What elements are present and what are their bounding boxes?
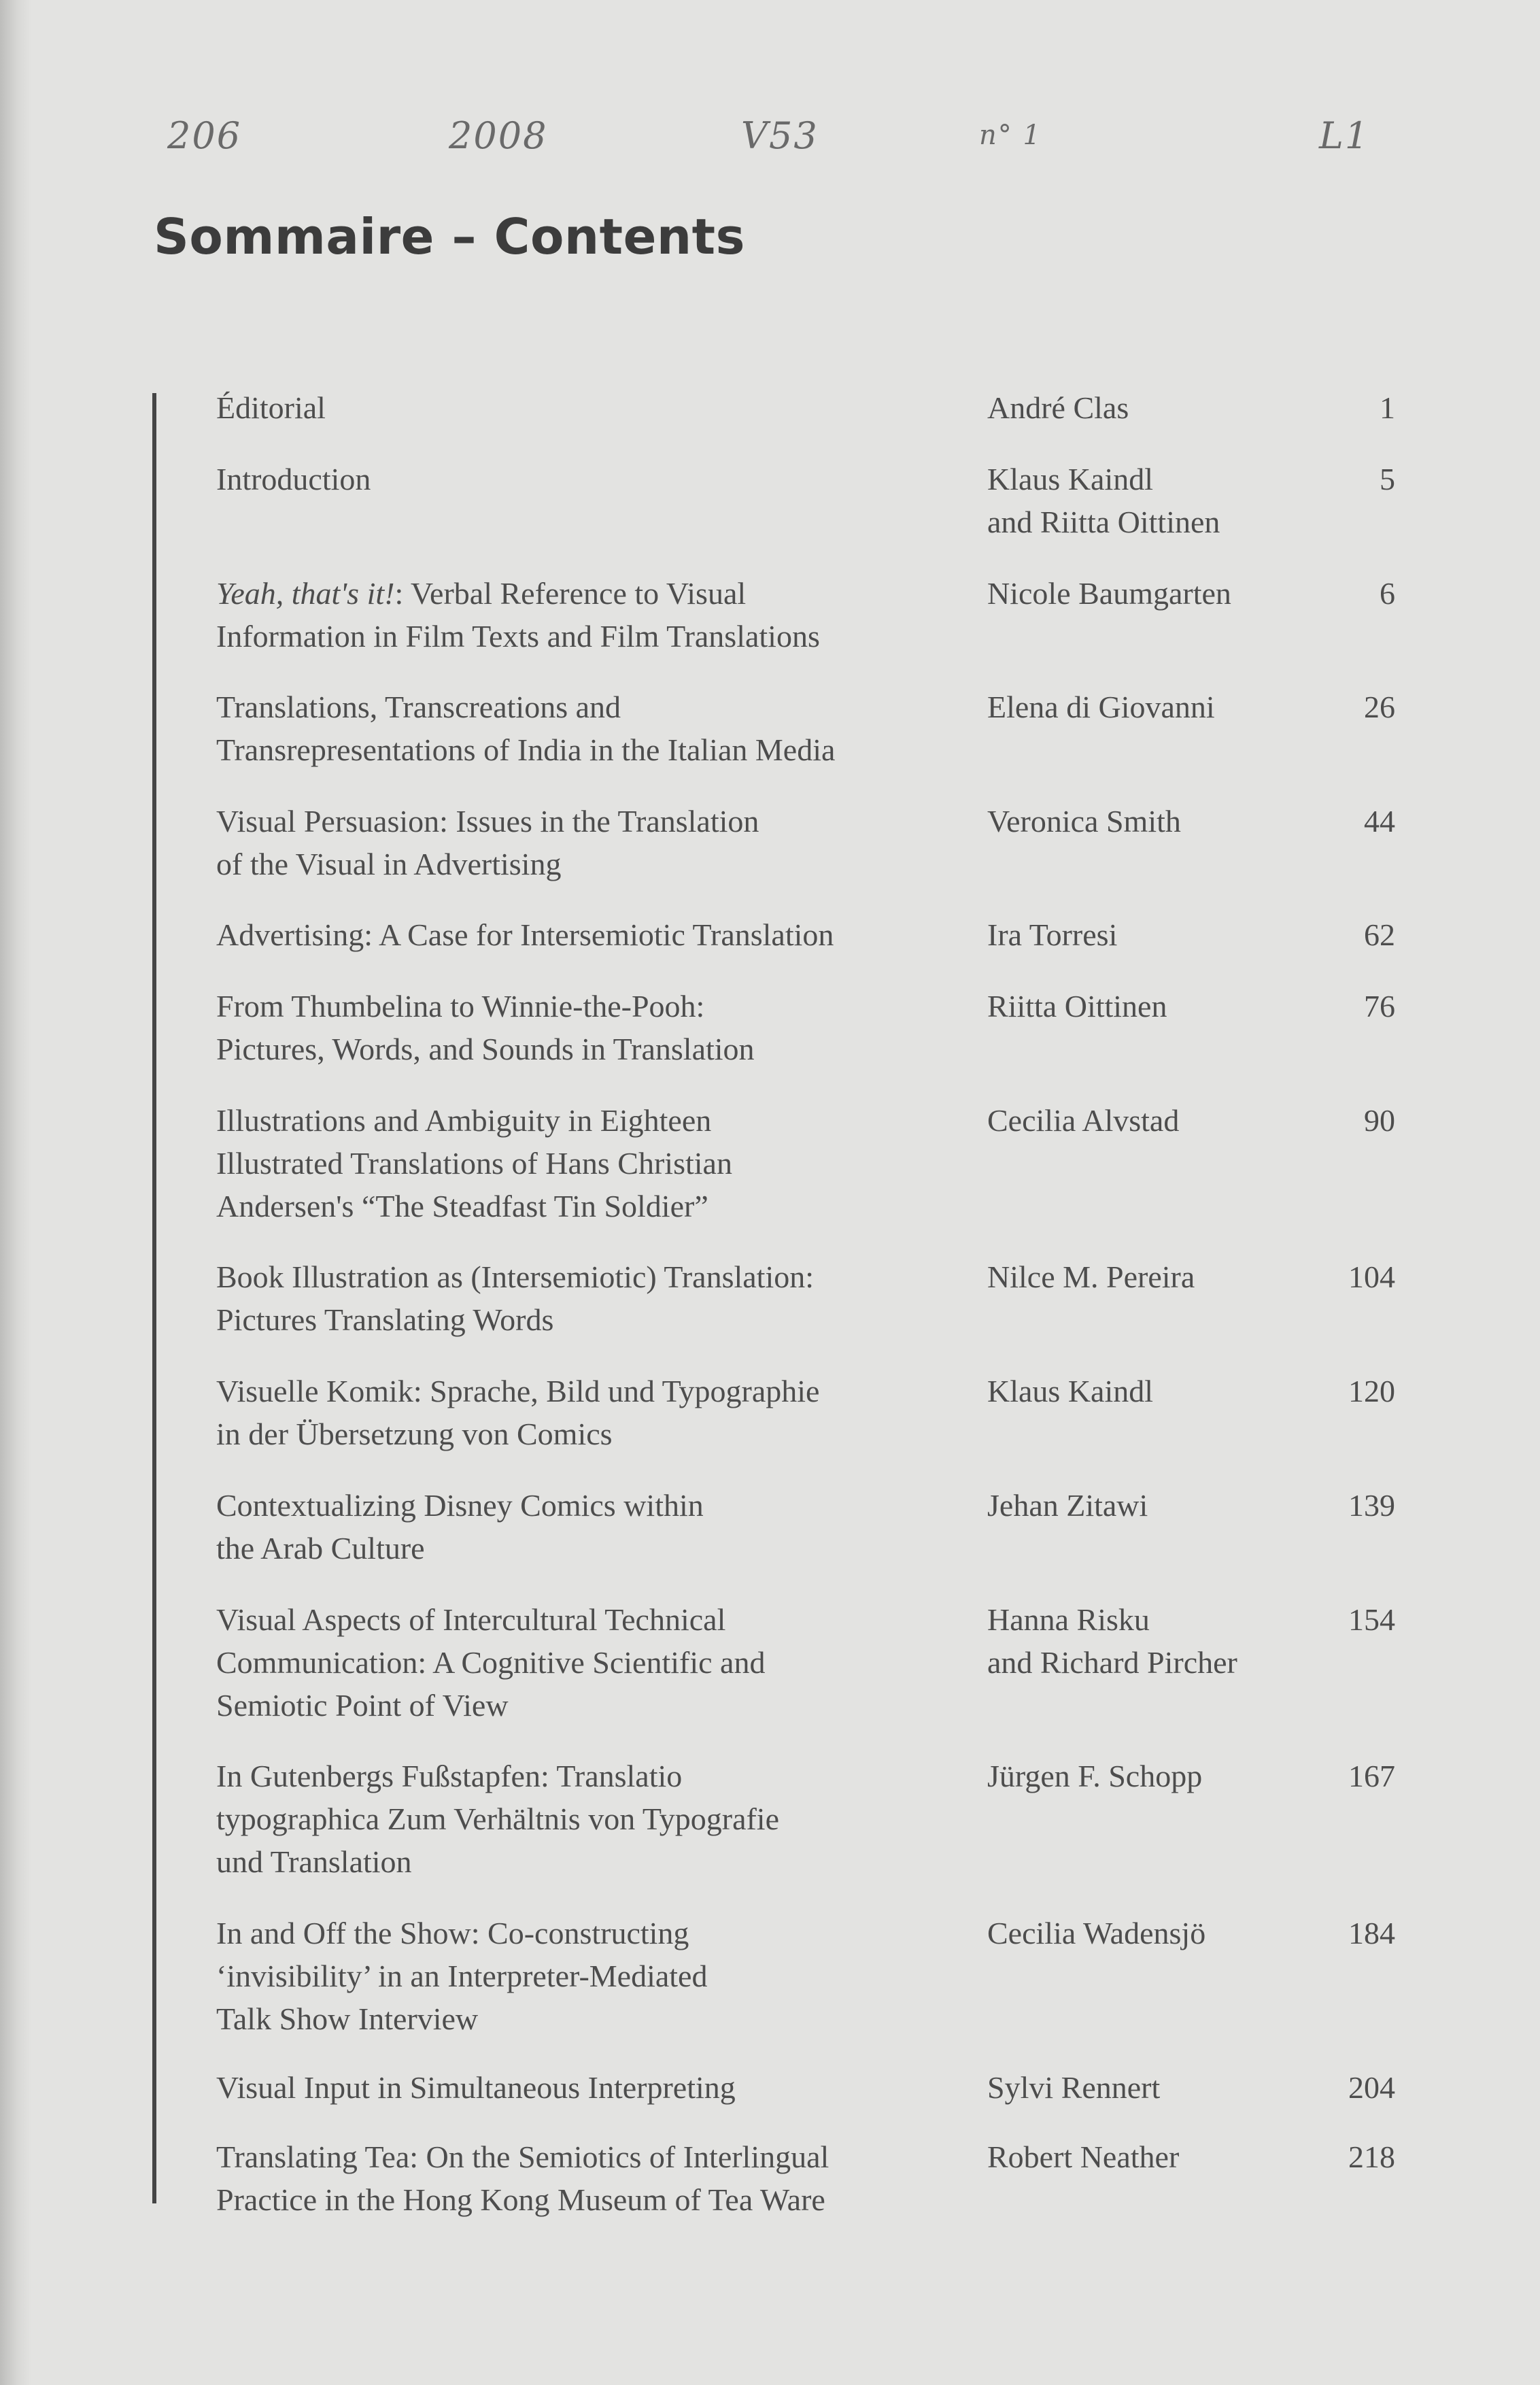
toc-entry-page: 6 [1380,576,1395,611]
toc-entry-author: Cecilia Alvstad [987,1103,1180,1138]
toc-entry-author: Robert Neather [987,2139,1180,2174]
toc-entry-page: 76 [1364,989,1395,1024]
toc-entry-page: 204 [1348,2070,1395,2105]
handwritten-mark: 2008 [449,114,548,157]
toc-entry-author: Elena di Giovanni [987,690,1215,724]
toc-entry-title: In and Off the Show: Co-constructing ‘invisibility’ in an Interpreter-Mediated Talk Show Interview [216,1916,708,2036]
toc-entry-title: Translating Tea: On the Semiotics of Interlingual Practice in the Hong Kong Museum of Tea Ware [216,2139,829,2217]
handwritten-annotations [0,114,1540,175]
toc-vertical-rule [152,393,156,2203]
toc-entry-page: 139 [1348,1488,1395,1523]
toc-entry-page: 104 [1348,1259,1395,1294]
toc-entry-author: Hanna Risku and Richard Pircher [987,1602,1237,1680]
toc-entry-author: Nicole Baumgarten [987,576,1231,611]
page-binding-edge [0,0,31,2385]
toc-entry-page: 62 [1364,917,1395,952]
page-title: Sommaire – Contents [154,208,745,265]
toc-entry-title: Visual Aspects of Intercultural Technical Communication: A Cognitive Scientific and Semiotic Point of View [216,1602,766,1723]
toc-entry-title-rest: : Verbal Reference to Visual Information in Film Texts and Film Translations [216,576,820,654]
toc-entry-title: Visuelle Komik: Sprache, Bild und Typographie in der Übersetzung von Comics [216,1374,820,1451]
toc-entry-page: 120 [1348,1374,1395,1408]
toc-entry-page: 167 [1348,1759,1395,1793]
toc-entry-author: Ira Torresi [987,917,1118,952]
toc-entry-author: Sylvi Rennert [987,2070,1161,2105]
toc-entry-author: Klaus Kaindl and Riitta Oittinen [987,462,1220,539]
toc-entry-author: Nilce M. Pereira [987,1259,1195,1294]
toc-entry-title: Éditorial [216,390,326,425]
toc-entry-page: 218 [1348,2139,1395,2174]
toc-entry-title [216,572,957,658]
toc-entry-page: 154 [1348,1602,1395,1637]
toc-entry-page: 44 [1364,804,1395,839]
toc-entry-title: From Thumbelina to Winnie-the-Pooh: Pictures, Words, and Sounds in Translation [216,989,755,1066]
toc-entry-title: Advertising: A Case for Intersemiotic Translation [216,917,834,952]
toc-entry-title: In Gutenbergs Fußstapfen: Translatio typographica Zum Verhältnis von Typografie und Translation [216,1759,779,1879]
handwritten-mark: n° 1 [979,120,1042,151]
toc-entry-title: Contextualizing Disney Comics within the Arab Culture [216,1488,704,1566]
toc-entry-author: André Clas [987,390,1129,425]
toc-entry-page: 26 [1364,690,1395,724]
toc-entry-author: Cecilia Wadensjö [987,1916,1206,1950]
toc-entry-author: Jehan Zitawi [987,1488,1148,1523]
toc-entry-author: Klaus Kaindl [987,1374,1154,1408]
toc-entry-author: Veronica Smith [987,804,1181,839]
toc-entry-page: 1 [1380,390,1395,425]
handwritten-mark: 206 [167,114,242,157]
toc-entry-page: 5 [1380,462,1395,496]
toc-entry-page: 184 [1348,1916,1395,1950]
toc-entry-title: Book Illustration as (Intersemiotic) Translation: Pictures Translating Words [216,1259,815,1337]
toc-entry-title: Introduction [216,462,371,496]
handwritten-mark: V53 [741,114,819,157]
toc-entry-title-italic: Yeah, that's it! [216,576,395,611]
toc-entry-title: Visual Input in Simultaneous Interpreting [216,2070,736,2105]
handwritten-mark: L1 [1319,114,1370,157]
toc-entry-author: Riitta Oittinen [987,989,1167,1024]
toc-entry-author: Jürgen F. Schopp [987,1759,1203,1793]
toc-entry-title: Illustrations and Ambiguity in Eighteen Illustrated Translations of Hans Christian Andersen's “The Steadfast Tin Soldier” [216,1103,732,1223]
toc-entry-page: 90 [1364,1103,1395,1138]
toc-entry-title: Translations, Transcreations and Transrepresentations of India in the Italian Media [216,690,836,767]
toc-entry-title: Visual Persuasion: Issues in the Translation of the Visual in Advertising [216,804,759,881]
